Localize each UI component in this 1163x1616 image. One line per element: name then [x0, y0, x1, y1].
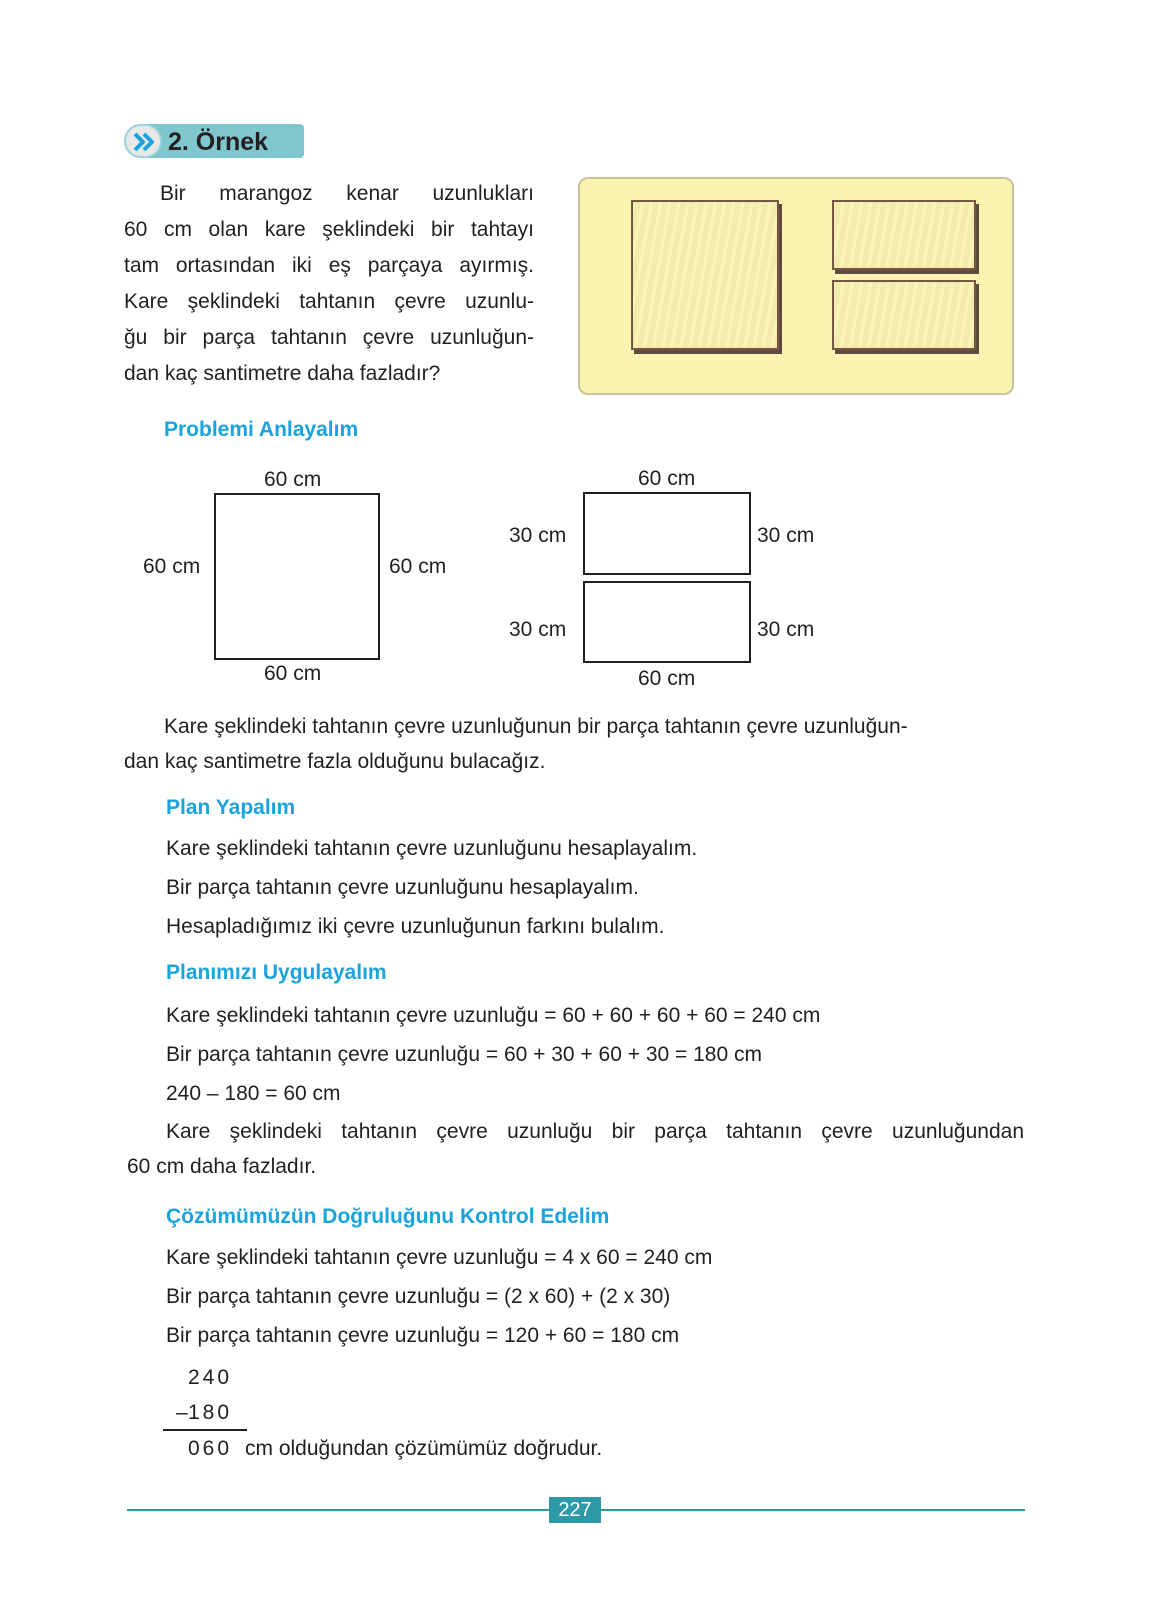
subtraction-result: 060 — [188, 1437, 233, 1460]
intro-line: dan kaç santimetre daha fazladır? — [124, 362, 441, 385]
wood-piece-upper — [832, 200, 976, 270]
double-chevron-right-icon — [124, 124, 162, 158]
square-right-label: 60 cm — [389, 555, 447, 578]
subtraction-subtrahend: 180 — [188, 1401, 233, 1424]
intro-line: ğu bir parça tahtanın çevre uzunluğun- — [124, 326, 534, 349]
apply-line: Kare şeklindeki tahtanın çevre uzunluğu = 60 + 60 + 60 + 60 = 240 cm — [166, 1004, 821, 1027]
subtraction-minus-sign: – — [176, 1401, 188, 1424]
intro-line: Kare şeklindeki tahtanın çevre uzunlu- — [124, 290, 534, 313]
apply-conclusion-line: 60 cm daha fazladır. — [127, 1155, 317, 1178]
square-left-label: 60 cm — [143, 555, 201, 578]
check-heading: Çözümümüzün Doğruluğunu Kontrol Edelim — [166, 1205, 610, 1228]
plan-line: Kare şeklindeki tahtanın çevre uzunluğunu hesaplayalım. — [166, 837, 698, 860]
lower-right-label: 30 cm — [757, 618, 815, 641]
check-line: Kare şeklindeki tahtanın çevre uzunluğu = 4 x 60 = 240 cm — [166, 1246, 713, 1269]
upper-piece-diagram — [583, 492, 751, 575]
plan-heading: Plan Yapalım — [166, 796, 296, 819]
lower-left-label: 30 cm — [509, 618, 567, 641]
check-line: Bir parça tahtanın çevre uzunluğu = 120 + 60 = 180 cm — [166, 1324, 680, 1347]
apply-heading: Planımızı Uygulayalım — [166, 961, 387, 984]
upper-right-label: 30 cm — [757, 524, 815, 547]
plan-line: Hesapladığımız iki çevre uzunluğunun farkını bulalım. — [166, 915, 665, 938]
example-title: 2. Örnek — [168, 128, 269, 156]
square-diagram — [214, 493, 380, 660]
footer-rule-right — [601, 1509, 1025, 1511]
wood-boards-photo — [578, 177, 1014, 395]
square-bottom-label: 60 cm — [264, 662, 322, 685]
intro-paragraph — [124, 176, 534, 392]
subtraction-conclusion: cm olduğundan çözümümüz doğrudur. — [245, 1437, 603, 1460]
footer-rule-left — [127, 1509, 549, 1511]
check-line: Bir parça tahtanın çevre uzunluğu = (2 x 60) + (2 x 30) — [166, 1285, 671, 1308]
subtraction-minuend: 240 — [188, 1366, 233, 1389]
page-number: 227 — [549, 1497, 601, 1523]
understand-paragraph-line: dan kaç santimetre fazla olduğunu bulacağız. — [124, 750, 546, 773]
apply-line: 240 – 180 = 60 cm — [166, 1082, 341, 1105]
intro-line: Bir marangoz kenar uzunlukları — [160, 182, 534, 205]
pieces-bottom-label: 60 cm — [638, 667, 696, 690]
apply-line: Bir parça tahtanın çevre uzunluğu = 60 + 30 + 60 + 30 = 180 cm — [166, 1043, 762, 1066]
understand-paragraph-line: Kare şeklindeki tahtanın çevre uzunluğunun bir parça tahtanın çevre uzunluğun- — [164, 715, 908, 738]
intro-line: tam ortasından iki eş parçaya ayırmış. — [124, 254, 534, 277]
understand-heading: Problemi Anlayalım — [164, 418, 359, 441]
lower-piece-diagram — [583, 581, 751, 663]
square-wood-board — [631, 200, 779, 350]
pieces-top-label: 60 cm — [638, 467, 696, 490]
square-top-label: 60 cm — [264, 468, 322, 491]
apply-conclusion-line: Kare şeklindeki tahtanın çevre uzunluğu bir parça tahtanın çevre uzunluğundan — [166, 1120, 1024, 1143]
intro-line: 60 cm olan kare şeklindeki bir tahtayı — [124, 218, 534, 241]
wood-piece-lower — [832, 280, 976, 350]
upper-left-label: 30 cm — [509, 524, 567, 547]
subtraction-rule — [163, 1429, 247, 1431]
plan-line: Bir parça tahtanın çevre uzunluğunu hesaplayalım. — [166, 876, 639, 899]
